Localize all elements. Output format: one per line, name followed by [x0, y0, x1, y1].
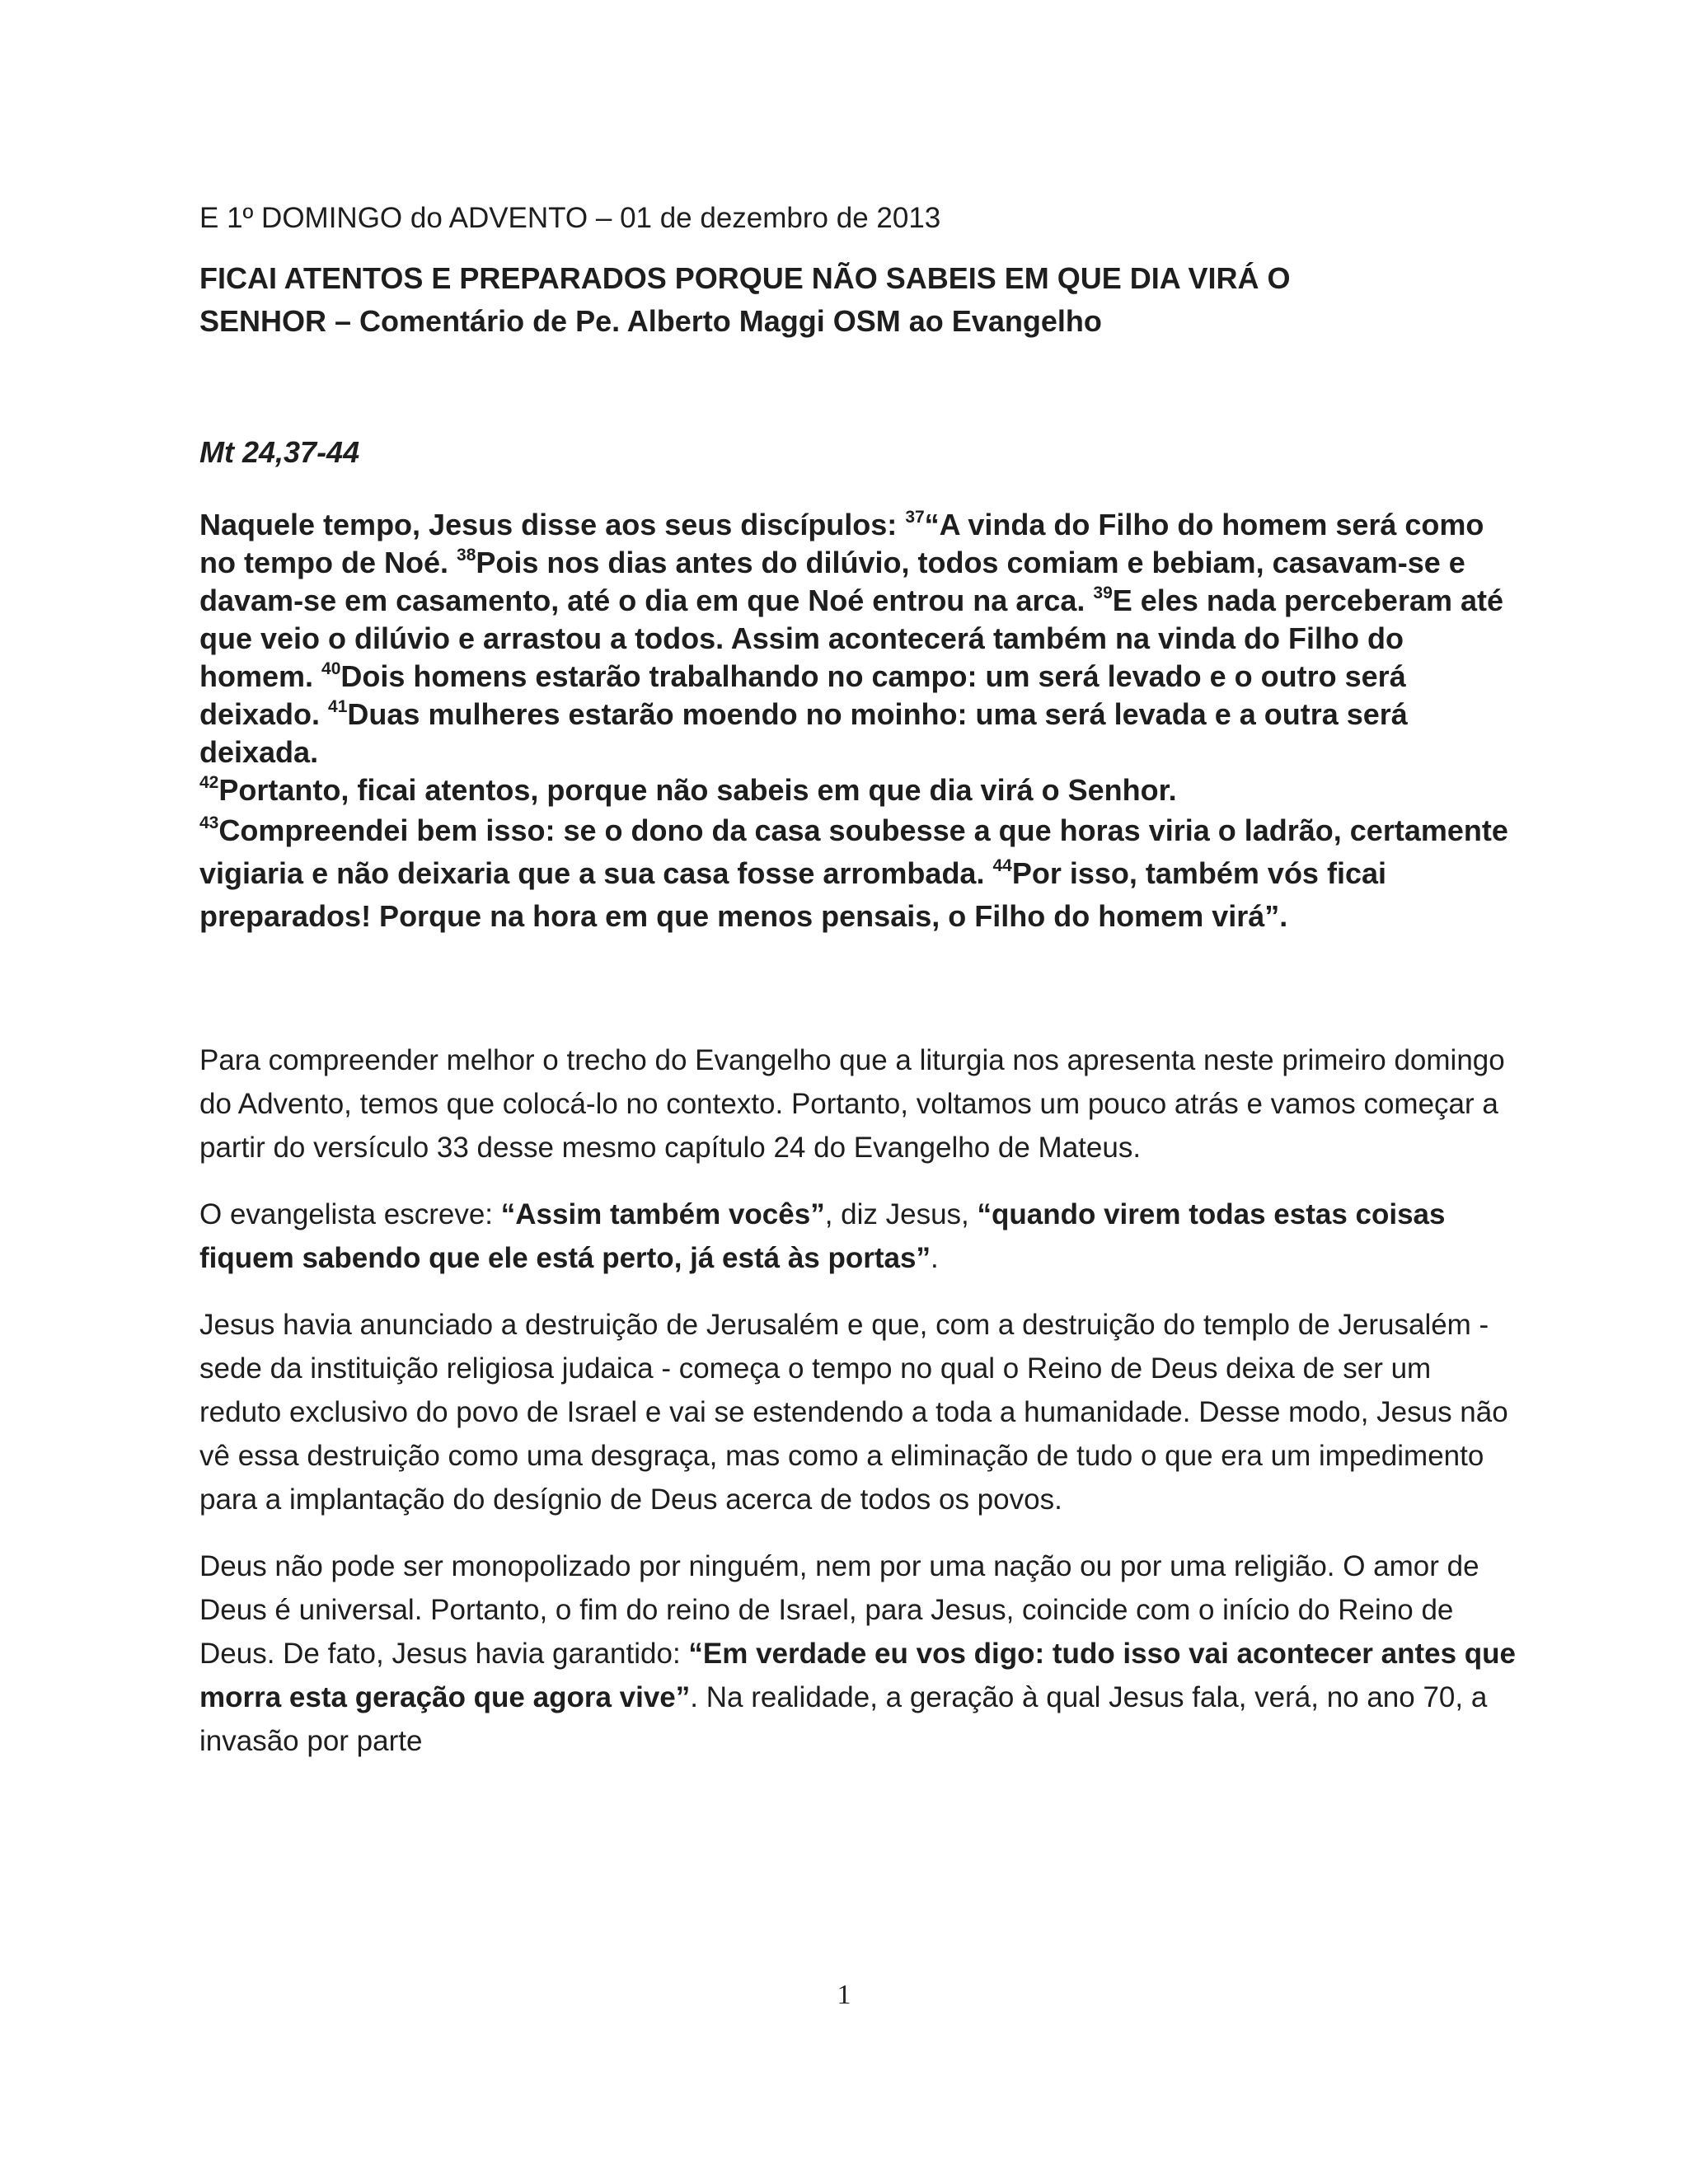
- verse-41: Duas mulheres estarão moendo no moinho: uma será levada e a outra será deixada.: [199, 697, 1408, 769]
- p2-text-e: .: [930, 1242, 939, 1274]
- verse-number-44: 44: [992, 856, 1012, 875]
- verse-37: “A vinda do Filho do homem será como no tempo de Noé.: [199, 508, 1484, 579]
- title-line-1: FICAI ATENTOS E PREPARADOS PORQUE NÃO SABEIS EM QUE DIA VIRÁ O: [199, 261, 1291, 295]
- verse-number-40: 40: [321, 659, 341, 678]
- verse-number-42: 42: [199, 773, 219, 792]
- p4-text-a: Deus não pode ser monopolizado por ninguém, nem por uma nação ou por uma religião. O amor de Deus é universal. Portanto, o fim do reino de Israel, para Jesus, coincide com o início do Reino de Deus. De fato, Jesus havia garantido:: [199, 1550, 1479, 1670]
- date-line: E 1º DOMINGO do ADVENTO – 01 de dezembro de 2013: [199, 202, 941, 234]
- gospel-verses-43-44: [199, 809, 1518, 938]
- gospel-reference: Mt 24,37-44: [199, 435, 360, 469]
- verse-40: Dois homens estarão trabalhando no campo: um será levado e o outro será deixado.: [199, 659, 1406, 731]
- commentary-paragraph-1: Para compreender melhor o trecho do Evangelho que a liturgia nos apresenta neste primeiro domingo do Advento, temos que colocá-lo no contexto. Portanto, voltamos um pouco atrás e vamos começar a partir do versículo 33 desse mesmo capítulo 24 do Evangelho de Mateus.: [199, 1044, 1505, 1164]
- p4-quote: “Em verdade eu vos digo: tudo isso vai acontecer antes que morra esta geração que agora vive”: [199, 1638, 1517, 1713]
- verse-38: Pois nos dias antes do dilúvio, todos comiam e bebiam, casavam-se e davam-se em casamento, até o dia em que Noé entrou na arca.: [199, 546, 1465, 617]
- page-content: [199, 198, 1518, 1763]
- verse-42: Portanto, ficai atentos, porque não sabeis em que dia virá o Senhor.: [218, 773, 1177, 807]
- gospel-verses-37-42: [199, 506, 1518, 809]
- gospel-text: [199, 506, 1518, 938]
- document-title: [199, 257, 1518, 343]
- verse-39: E eles nada perceberam até que veio o dilúvio e arrastou a todos. Assim acontecerá também na vinda do Filho do homem.: [199, 583, 1504, 693]
- p2-text-c: , diz Jesus,: [824, 1198, 978, 1230]
- verse-number-38: 38: [457, 546, 476, 565]
- commentary-paragraph-3: Jesus havia anunciado a destruição de Jerusalém e que, com a destruição do templo de Jerusalém - sede da instituição religiosa judaica - começa o tempo no qual o Reino de Deus deixa de ser um reduto exclusivo do povo de Israel e vai se estendendo a toda a humanidade. Desse modo, Jesus não vê essa destruição como uma desgraça, mas como a eliminação de tudo o que era um impedimento para a implantação do desígnio de Deus acerca de todos os povos.: [199, 1309, 1508, 1516]
- verse-number-41: 41: [328, 697, 348, 716]
- verse-44: Por isso, também vós ficai preparados! Porque na hora em que menos pensais, o Filho do homem virá”.: [199, 856, 1386, 933]
- p2-quote-2: “quando virem todas estas coisas fiquem sabendo que ele está perto, já está às portas”: [199, 1198, 1446, 1274]
- verse-number-43: 43: [199, 813, 219, 832]
- verse-number-39: 39: [1093, 583, 1113, 602]
- gospel-intro: Naquele tempo, Jesus disse aos seus discípulos:: [199, 508, 906, 541]
- title-line-2: SENHOR – Comentário de Pe. Alberto Maggi OSM ao Evangelho: [199, 304, 1102, 338]
- p4-text-c: . Na realidade, a geração à qual Jesus fala, verá, no ano 70, a invasão por parte: [199, 1681, 1488, 1757]
- p2-text-a: O evangelista escreve:: [199, 1198, 501, 1230]
- commentary-paragraph-4: [199, 1544, 1518, 1763]
- verse-43: Compreendei bem isso: se o dono da casa soubesse a que horas viria o ladrão, certamente vigiaria e não deixaria que a sua casa fosse arrombada.: [199, 813, 1508, 890]
- commentary-paragraph-2: [199, 1193, 1518, 1280]
- verse-number-37: 37: [905, 508, 925, 527]
- page-number: 1: [837, 1980, 851, 2010]
- p2-quote-1: “Assim também vocês”: [500, 1198, 825, 1230]
